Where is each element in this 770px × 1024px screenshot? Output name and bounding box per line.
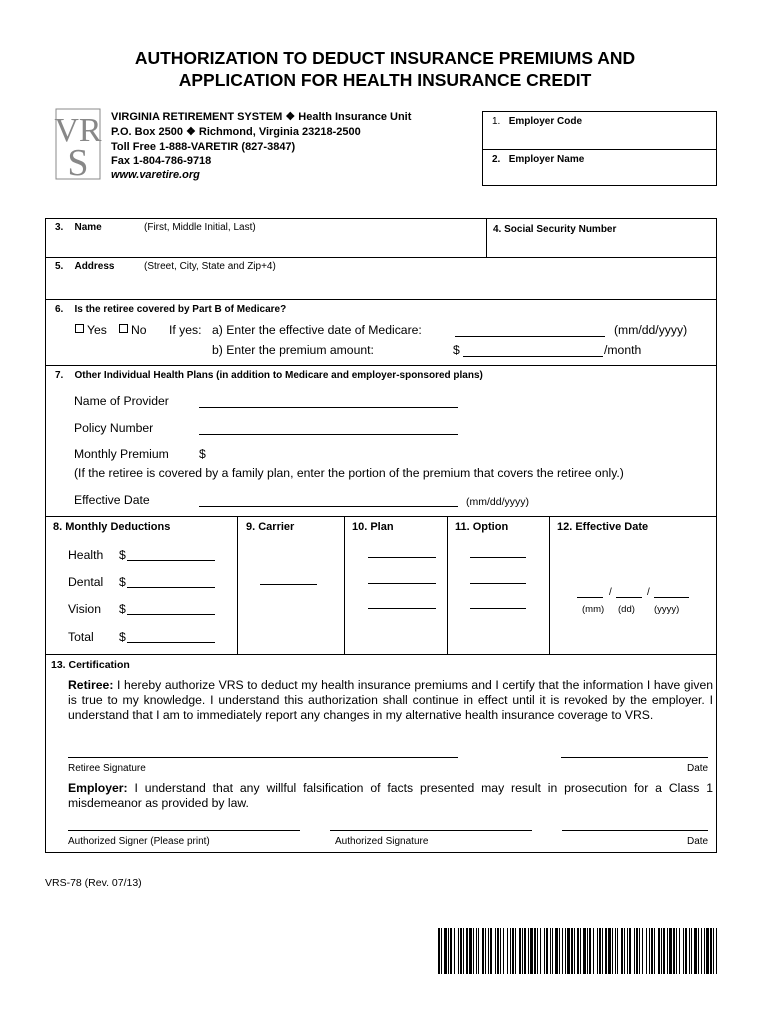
barcode-bar — [694, 928, 697, 974]
employer-certification-text: Employer: I understand that any willful falsification of facts presented may result in prosecution for a Class 1 misdemeanor as provided by law. — [68, 781, 713, 810]
barcode-bar — [669, 928, 672, 974]
website: www.varetire.org — [111, 169, 200, 181]
barcode-bar — [466, 928, 468, 974]
col-option: 11. Option — [455, 521, 509, 533]
divider — [237, 516, 238, 654]
col-effective-date: 12. Effective Date — [557, 521, 649, 533]
barcode-bar — [649, 928, 650, 974]
row-total-label: Total — [68, 630, 94, 644]
barcode-bar — [621, 928, 623, 974]
authorized-signer-field[interactable] — [68, 830, 300, 831]
divider — [549, 516, 550, 654]
barcode-bar — [706, 928, 709, 974]
retiree-date-field[interactable] — [561, 757, 708, 758]
employer-code-label[interactable]: 1. Employer Code — [492, 116, 583, 127]
barcode-bar — [559, 928, 560, 974]
barcode-icon — [438, 928, 717, 974]
barcode-bar — [512, 928, 514, 974]
authorized-signature-field[interactable] — [330, 830, 532, 831]
health-dollar: $ — [119, 548, 126, 562]
tollfree-line: Toll Free 1-888-VARETIR (827-3847) — [111, 141, 296, 153]
divider — [45, 516, 717, 517]
divider — [45, 654, 717, 655]
retiree-signature-field[interactable] — [68, 757, 458, 758]
barcode-bar — [534, 928, 536, 974]
barcode-bar — [507, 928, 508, 974]
barcode-bar — [713, 928, 714, 974]
barcode-bar — [615, 928, 616, 974]
ssn-label[interactable]: 4. Social Security Number — [493, 224, 617, 235]
barcode-bar — [463, 928, 464, 974]
barcode-bar — [624, 928, 625, 974]
effective-date-unit: (mm/dd/yyyy) — [466, 496, 529, 508]
barcode-bar — [701, 928, 702, 974]
form-title-line1: AUTHORIZATION TO DEDUCT INSURANCE PREMIUMS AND — [134, 48, 636, 68]
barcode-bar — [540, 928, 541, 974]
barcode-bar — [636, 928, 638, 974]
barcode-bar — [444, 928, 447, 974]
row-dental-label: Dental — [68, 575, 104, 589]
divider — [447, 516, 448, 654]
svg-text:VR: VR — [54, 112, 102, 149]
svg-text:S: S — [67, 142, 89, 181]
barcode-bar — [716, 928, 717, 974]
form-id: VRS-78 (Rev. 07/13) — [45, 877, 142, 889]
policy-field[interactable] — [199, 434, 458, 435]
date-yyyy-hint: (yyyy) — [654, 604, 680, 615]
col-monthly-deductions: 8. Monthly Deductions — [53, 521, 171, 533]
vision-amount-field[interactable] — [127, 614, 215, 615]
barcode-bar — [522, 928, 523, 974]
barcode-bar — [503, 928, 504, 974]
date-dd-hint: (dd) — [618, 604, 635, 615]
effective-date-field[interactable] — [199, 506, 458, 507]
name-label[interactable]: 3. Name — [55, 222, 102, 233]
effective-yyyy-field[interactable] — [654, 597, 689, 598]
medicare-no-option[interactable]: No — [117, 323, 147, 337]
barcode-bar — [683, 928, 684, 974]
dental-plan-field[interactable] — [368, 583, 436, 584]
barcode-bar — [552, 928, 553, 974]
retiree-signature-label: Retiree Signature — [68, 763, 146, 774]
barcode-bar — [574, 928, 575, 974]
barcode-bar — [710, 928, 712, 974]
provider-field[interactable] — [199, 407, 458, 408]
medicare-date-label: a) Enter the effective date of Medicare: — [212, 323, 422, 337]
barcode-bar — [663, 928, 665, 974]
retiree-certification-text: Retiree: I hereby authorize VRS to deduct my health insurance premiums and I certify that the information I have given is true to my knowledge. I understand this authorization shall continue in effect until it is revoked by the employer. I understand that I am to immediately report any changes in my alternative health insurance coverage to VRS. — [68, 678, 713, 722]
address-line: P.O. Box 2500 ❖ Richmond, Virginia 23218-2500 — [111, 126, 361, 138]
barcode-bar — [441, 928, 442, 974]
medicare-yes-option[interactable]: Yes — [73, 323, 107, 337]
barcode-bar — [519, 928, 521, 974]
medicare-question: 6. Is the retiree covered by Part B of Medicare? — [55, 304, 287, 315]
no-checkbox[interactable] — [119, 324, 128, 333]
health-option-field[interactable] — [470, 557, 526, 558]
divider — [344, 516, 345, 654]
date-sep: / — [609, 587, 612, 598]
barcode-bar — [476, 928, 477, 974]
monthly-premium-label: Monthly Premium — [74, 447, 169, 461]
barcode-bar — [679, 928, 680, 974]
vision-dollar: $ — [119, 602, 126, 616]
date-sep: / — [647, 587, 650, 598]
barcode-bar — [495, 928, 496, 974]
barcode-bar — [510, 928, 511, 974]
monthly-premium-field[interactable]: $ — [199, 447, 206, 461]
barcode-bar — [555, 928, 558, 974]
barcode-bar — [629, 928, 631, 974]
barcode-bar — [482, 928, 484, 974]
barcode-bar — [460, 928, 462, 974]
divider — [45, 299, 717, 300]
barcode-bar — [646, 928, 647, 974]
other-plans-heading: 7. Other Individual Health Plans (in addition to Medicare and employer-sponsored plans) — [55, 370, 483, 381]
premium-amount-label: b) Enter the premium amount: — [212, 343, 374, 357]
premium-dollar: $ — [453, 343, 460, 357]
org-line: VIRGINIA RETIREMENT SYSTEM ❖ Health Insurance Unit — [111, 111, 412, 123]
barcode-bar — [488, 928, 489, 974]
barcode-bar — [544, 928, 545, 974]
total-dollar: $ — [119, 630, 126, 644]
barcode-bar — [528, 928, 529, 974]
authorized-signer-label: Authorized Signer (Please print) — [68, 836, 210, 847]
barcode-bar — [608, 928, 611, 974]
barcode-bar — [691, 928, 692, 974]
premium-amount-field[interactable] — [463, 356, 603, 357]
barcode-bar — [589, 928, 591, 974]
barcode-bar — [676, 928, 677, 974]
effective-date-label: Effective Date — [74, 493, 150, 507]
form-title-line2: APPLICATION FOR HEALTH INSURANCE CREDIT — [178, 70, 592, 90]
barcode-bar — [571, 928, 573, 974]
divider — [45, 365, 717, 366]
barcode-bar — [490, 928, 492, 974]
carrier-field[interactable] — [260, 584, 317, 585]
divider — [482, 149, 717, 150]
barcode-bar — [550, 928, 551, 974]
barcode-bar — [567, 928, 570, 974]
policy-label: Policy Number — [74, 421, 154, 435]
col-carrier: 9. Carrier — [246, 521, 295, 533]
effective-mm-field[interactable] — [577, 597, 603, 598]
barcode-bar — [704, 928, 705, 974]
barcode-bar — [597, 928, 598, 974]
row-health-label: Health — [68, 548, 104, 562]
barcode-bar — [537, 928, 538, 974]
barcode-bar — [593, 928, 594, 974]
barcode-bar — [454, 928, 455, 974]
provider-label: Name of Provider — [74, 394, 169, 408]
barcode-bar — [685, 928, 687, 974]
dental-dollar: $ — [119, 575, 126, 589]
employer-name-label[interactable]: 2. Employer Name — [492, 154, 585, 165]
health-amount-field[interactable] — [127, 560, 215, 561]
certification-heading: 13. Certification — [51, 659, 130, 671]
medicare-date-unit: (mm/dd/yyyy) — [614, 323, 688, 337]
barcode-bar — [500, 928, 501, 974]
barcode-bar — [661, 928, 662, 974]
yes-checkbox[interactable] — [75, 324, 84, 333]
barcode-bar — [667, 928, 668, 974]
barcode-bar — [580, 928, 581, 974]
barcode-bar — [478, 928, 479, 974]
barcode-bar — [562, 928, 563, 974]
effective-dd-field[interactable] — [616, 597, 642, 598]
barcode-bar — [515, 928, 516, 974]
barcode-bar — [469, 928, 472, 974]
dental-option-field[interactable] — [470, 583, 526, 584]
medicare-date-field[interactable] — [455, 336, 605, 337]
barcode-bar — [634, 928, 635, 974]
barcode-bar — [565, 928, 566, 974]
employer-date-field[interactable] — [562, 830, 708, 831]
barcode-bar — [458, 928, 459, 974]
barcode-bar — [587, 928, 588, 974]
barcode-bar — [612, 928, 613, 974]
date-mm-hint: (mm) — [582, 604, 605, 615]
health-plan-field[interactable] — [368, 557, 436, 558]
barcode-bar — [450, 928, 452, 974]
divider — [45, 257, 717, 258]
barcode-bar — [448, 928, 449, 974]
barcode-bar — [524, 928, 526, 974]
vision-option-field[interactable] — [470, 608, 526, 609]
vision-plan-field[interactable] — [368, 608, 436, 609]
barcode-bar — [654, 928, 655, 974]
barcode-bar — [673, 928, 675, 974]
barcode-bar — [639, 928, 640, 974]
barcode-bar — [651, 928, 653, 974]
barcode-bar — [530, 928, 533, 974]
divider — [486, 218, 487, 258]
row-vision-label: Vision — [68, 602, 101, 616]
premium-unit: /month — [604, 343, 642, 357]
barcode-bar — [689, 928, 690, 974]
barcode-bar — [473, 928, 474, 974]
barcode-bar — [642, 928, 643, 974]
address-hint: (Street, City, State and Zip+4) — [144, 261, 276, 272]
barcode-bar — [605, 928, 607, 974]
barcode-bar — [698, 928, 699, 974]
employer-date-label: Date — [687, 836, 709, 847]
barcode-bar — [438, 928, 440, 974]
vrs-logo — [54, 107, 102, 181]
barcode-bar — [658, 928, 660, 974]
barcode-bar — [627, 928, 628, 974]
address-label[interactable]: 5. Address — [55, 261, 115, 272]
if-yes-label: If yes: — [169, 323, 202, 337]
barcode-bar — [617, 928, 618, 974]
barcode-bar — [577, 928, 579, 974]
authorized-signature-label: Authorized Signature — [335, 836, 429, 847]
barcode-bar — [583, 928, 586, 974]
barcode-bar — [485, 928, 486, 974]
total-amount-field[interactable] — [127, 642, 215, 643]
col-plan: 10. Plan — [352, 521, 394, 533]
dental-amount-field[interactable] — [127, 587, 215, 588]
family-plan-note: (If the retiree is covered by a family plan, enter the portion of the premium that covers the retiree only.) — [74, 466, 624, 480]
barcode-bar — [497, 928, 499, 974]
barcode-bar — [599, 928, 601, 974]
barcode-bar — [546, 928, 548, 974]
barcode-bar — [602, 928, 603, 974]
name-hint: (First, Middle Initial, Last) — [144, 222, 256, 233]
fax-line: Fax 1-804-786-9718 — [111, 155, 212, 167]
retiree-date-label: Date — [687, 763, 709, 774]
